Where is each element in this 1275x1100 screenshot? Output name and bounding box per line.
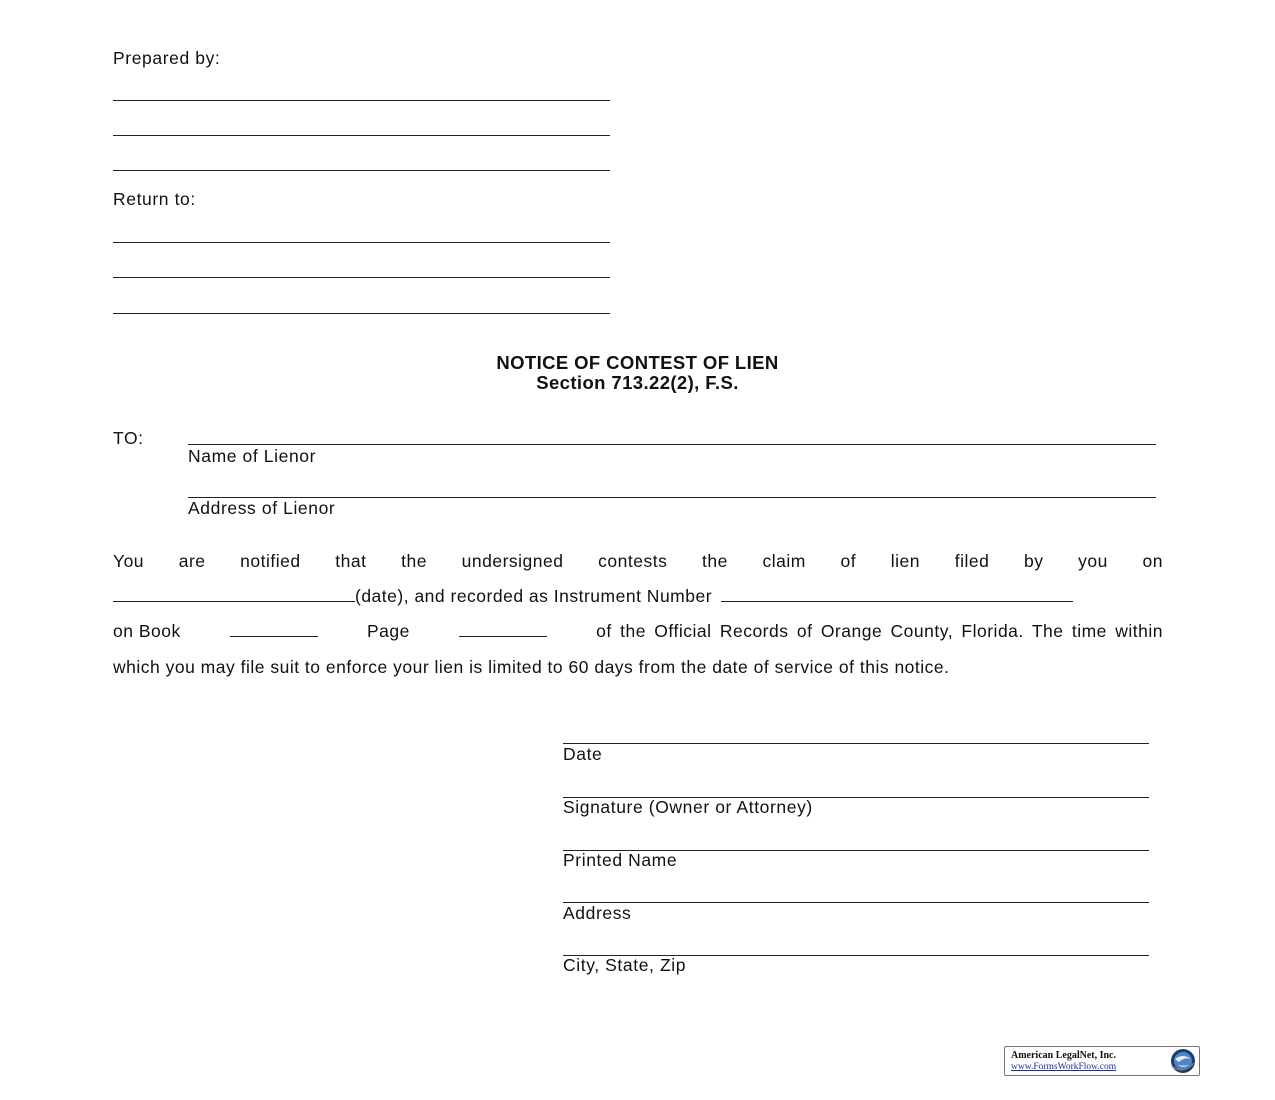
date-filed-blank[interactable] [113, 583, 355, 602]
prepared-by-line-2[interactable] [113, 135, 610, 136]
address-label: Address [563, 903, 632, 923]
notice-body-line-2 [113, 579, 1163, 614]
address-line[interactable] [563, 902, 1149, 903]
prepared-by-line-3[interactable] [113, 170, 610, 171]
date-label: Date [563, 744, 603, 764]
page-text: Page [367, 621, 410, 641]
date-signature-line[interactable] [563, 743, 1149, 744]
badge-company-name: American LegalNet, Inc. [1011, 1050, 1116, 1061]
lienor-name-line[interactable] [188, 444, 1156, 445]
city-state-zip-label: City, State, Zip [563, 955, 687, 975]
return-to-line-3[interactable] [113, 313, 610, 314]
printed-name-label: Printed Name [563, 850, 678, 870]
document-title: NOTICE OF CONTEST OF LIEN [496, 352, 779, 373]
book-number-blank[interactable] [230, 618, 318, 637]
to-label: TO: [113, 428, 144, 448]
page-number-blank[interactable] [459, 618, 547, 637]
prepared-by-label: Prepared by: [113, 48, 221, 68]
lienor-name-label: Name of Lienor [188, 446, 317, 466]
prepared-by-line-1[interactable] [113, 100, 610, 101]
notice-body-line-4: which you may file suit to enforce your lien is limited to 60 days from the date of service of this notice. [113, 657, 950, 677]
american-legalnet-badge[interactable] [1004, 1046, 1200, 1076]
notice-body-line-3 [113, 614, 1163, 649]
official-records-text: of the Official Records of Orange County, Florida. The time within [596, 621, 1163, 641]
badge-url-link[interactable]: www.FormsWorkFlow.com [1011, 1062, 1117, 1072]
instrument-number-blank[interactable] [721, 583, 1073, 602]
globe-icon [1170, 1048, 1196, 1074]
return-to-label: Return to: [113, 189, 196, 209]
return-to-line-2[interactable] [113, 277, 610, 278]
return-to-line-1[interactable] [113, 242, 610, 243]
signature-label: Signature (Owner or Attorney) [563, 797, 813, 817]
document-subtitle: Section 713.22(2), F.S. [536, 372, 739, 393]
on-book-text: on Book [113, 621, 181, 641]
date-recorded-text: (date), and recorded as Instrument Number [355, 586, 713, 606]
lienor-address-label: Address of Lienor [188, 498, 336, 518]
notice-body-line-1: You are notified that the undersigned contests the claim of lien filed by you on [113, 551, 1163, 571]
